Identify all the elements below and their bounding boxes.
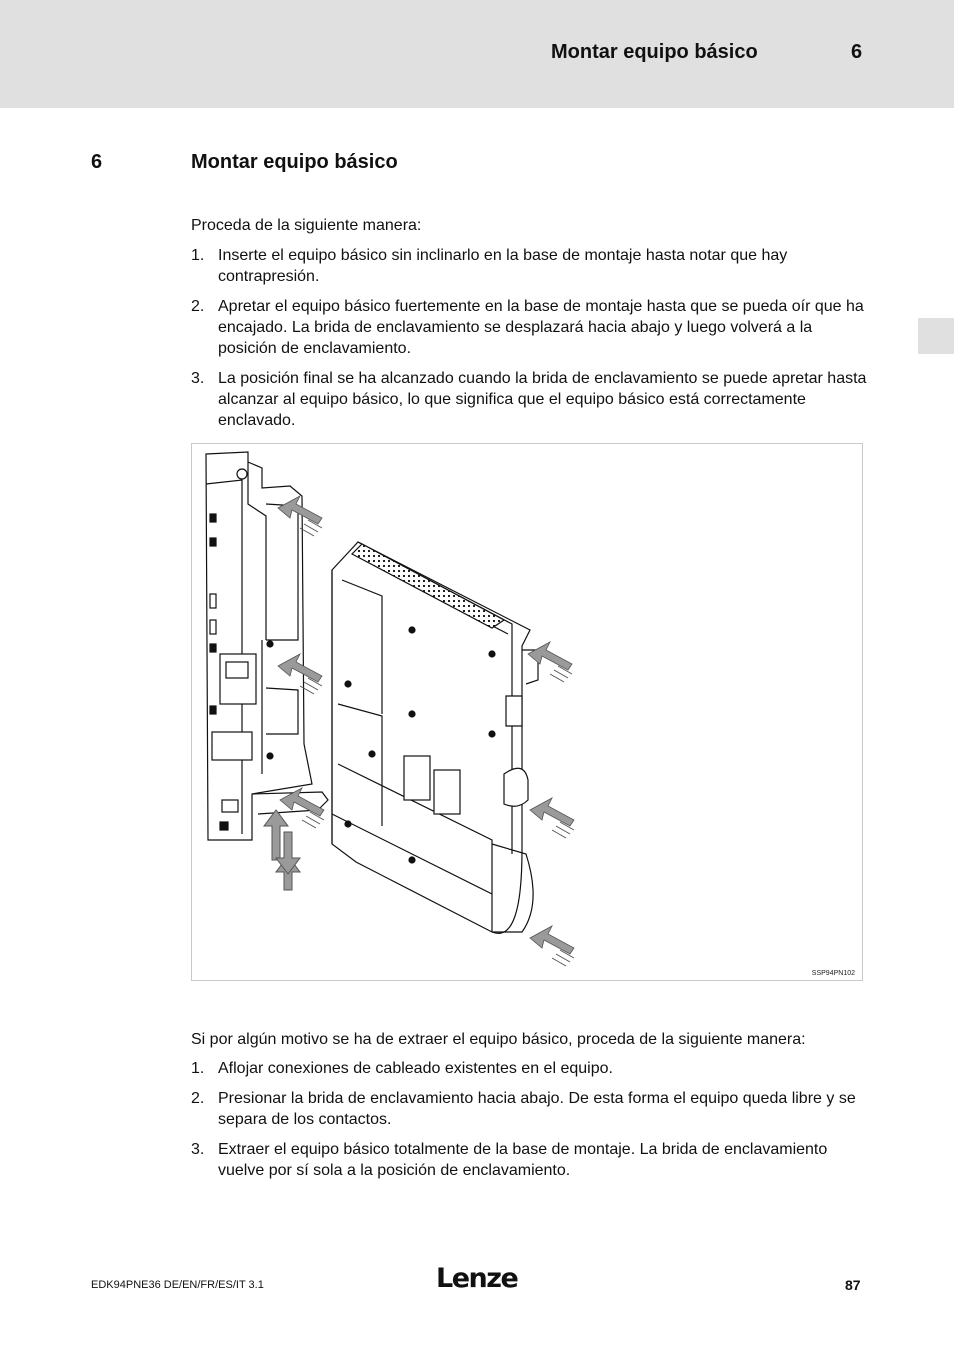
page-number: 87 xyxy=(845,1277,861,1293)
footer-doc-code: EDK94PNE36 DE/EN/FR/ES/IT 3.1 xyxy=(91,1279,264,1291)
install-steps xyxy=(191,245,871,440)
step-number: 1. xyxy=(191,247,205,264)
step-text: Aflojar conexiones de cableado existentes en el equipo. xyxy=(218,1060,613,1077)
chapter-side-tab xyxy=(918,318,954,354)
list-item xyxy=(191,1088,871,1130)
push-arrow-icon xyxy=(530,926,574,966)
up-down-arrow-icon xyxy=(264,810,300,890)
header-band xyxy=(0,0,954,108)
step-number: 3. xyxy=(191,370,205,387)
push-arrow-icon xyxy=(528,642,572,682)
step-number: 2. xyxy=(191,298,205,315)
install-intro: Proceda de la siguiente manera: xyxy=(191,217,422,234)
list-item xyxy=(191,1139,871,1181)
push-arrow-icon xyxy=(280,788,324,828)
step-text: La posición final se ha alcanzado cuando la brida de enclavamiento se puede apretar hasta alcanzar al equipo básico, lo que significa que el equipo básico está correctamente enclavado. xyxy=(218,370,867,429)
step-number: 3. xyxy=(191,1141,205,1158)
push-arrow-icon xyxy=(530,798,574,838)
mounting-figure xyxy=(191,443,863,981)
lenze-logo: Lenze xyxy=(436,1263,518,1294)
section-number: 6 xyxy=(91,151,103,173)
list-item xyxy=(191,245,871,287)
step-text: Inserte el equipo básico sin inclinarlo en la base de montaje hasta notar que hay contrapresión. xyxy=(218,247,788,285)
figure-label: SSP94PN102 xyxy=(811,970,855,977)
section-title: Montar equipo básico xyxy=(191,151,398,173)
list-item xyxy=(191,368,871,431)
step-number: 1. xyxy=(191,1060,205,1077)
step-text: Apretar el equipo básico fuertemente en la base de montaje hasta que se pueda oír que ha encajado. La brida de enclavamiento se desplazará hacia abajo y luego volverá a la posición de enclavamiento. xyxy=(218,298,864,357)
step-text: Presionar la brida de enclavamiento hacia abajo. De esta forma el equipo queda libre y se separa de los contactos. xyxy=(218,1090,856,1128)
step-number: 2. xyxy=(191,1090,205,1107)
step-text: Extraer el equipo básico totalmente de la base de montaje. La brida de enclavamiento vuelve por sí sola a la posición de enclavamiento. xyxy=(218,1141,828,1179)
mounting-illustration xyxy=(192,444,864,982)
header-chapter-number: 6 xyxy=(851,41,863,63)
list-item xyxy=(191,1058,871,1079)
list-item xyxy=(191,296,871,359)
header-title: Montar equipo básico xyxy=(551,41,758,63)
remove-steps xyxy=(191,1058,871,1190)
remove-intro: Si por algún motivo se ha de extraer el equipo básico, proceda de la siguiente manera: xyxy=(191,1031,806,1048)
